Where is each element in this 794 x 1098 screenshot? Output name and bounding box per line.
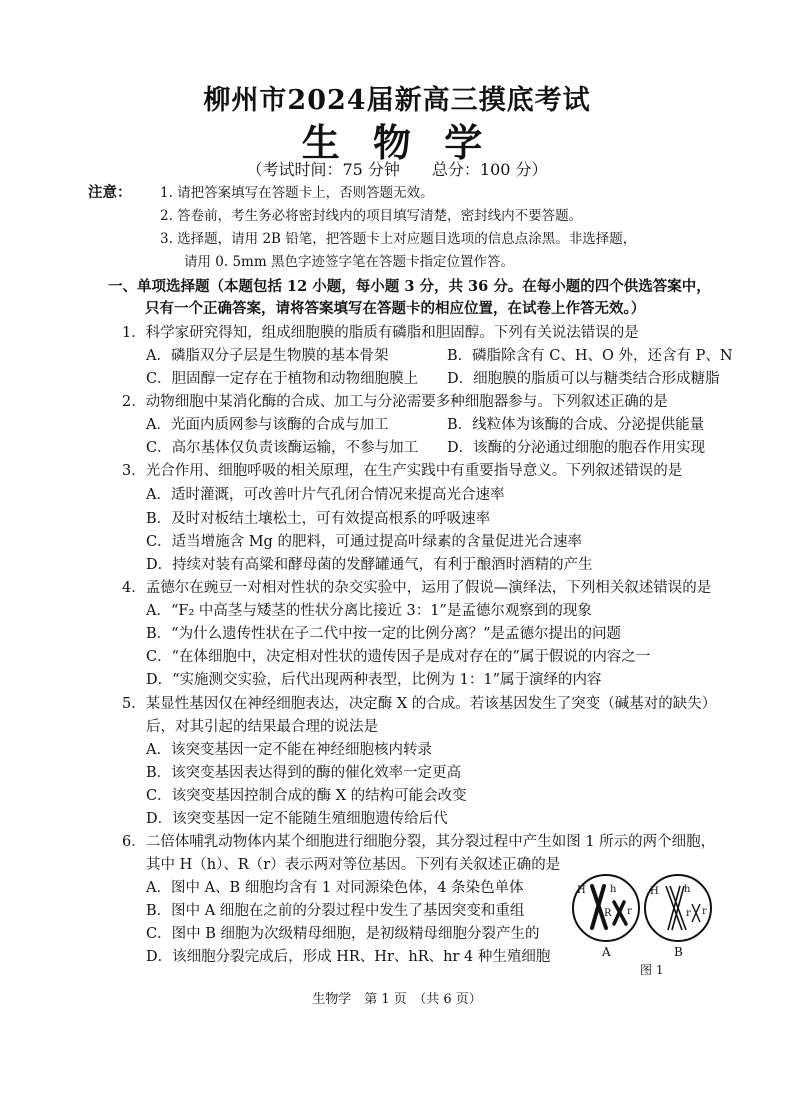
note-item: 请用 0. 5mm 黑色字迹签字笔在答题卡指定位置作答。 [184,254,514,270]
question-stem: 4．孟德尔在豌豆一对相对性状的杂交实验中，运用了假说—演绎法，下列相关叙述错误的是 [122,580,712,596]
gene-label: r [686,908,691,919]
gene-label: h [610,884,617,895]
cell-b-label: B [674,945,683,959]
option: A．光面内质网参与该酶的合成与加工 [146,417,389,433]
figure-1 [566,868,716,978]
option: D．“实施测交实验，后代出现两种表型，比例为 1：1”属于演绎的内容 [146,672,602,688]
exam-title: 柳州市2024届新高三摸底考试 [203,85,591,116]
question-stem: 3．光合作用、细胞呼吸的相关原理，在生产实践中有重要指导意义。下列叙述错误的是 [122,463,683,479]
option: B．线粒体为该酶的合成、分泌提供能量 [447,417,705,433]
question-stem: 5．某显性基因仅在神经细胞表达，决定酶 X 的合成。若该基因发生了突变（碱基对的缺失） [122,696,717,712]
option: C．高尔基体仅负责该酶运输，不参与加工 [146,440,419,456]
gene-label: H [577,885,586,896]
note-item: 2. 答卷前，考生务必将密封线内的项目填写清楚，密封线内不要答题。 [160,208,583,224]
option: C．适当增施含 Mg 的肥料，可通过提高叶绿素的含量促进光合速率 [146,534,582,550]
cell-a [573,875,639,941]
exam-info: （考试时间：75 分钟 总分：100 分） [246,160,548,179]
option: D．细胞膜的脂质可以与糖类结合形成糖脂 [447,371,720,387]
gene-label: R [604,908,612,919]
option: D．该细胞分裂完成后，形成 HR、Hr、hR、hr 4 种生殖细胞 [146,949,551,965]
figure-caption: 图 1 [640,963,664,977]
question-stem-cont: 其中 H（h）、R（r）表示两对等位基因。下列有关叙述正确的是 [146,857,561,873]
option: C．图中 B 细胞为次级精母细胞，是初级精母细胞分裂产生的 [146,926,540,942]
gene-label: H [650,886,659,897]
subject-title: 生 物 学 [301,120,493,165]
question-stem: 2．动物细胞中某消化酶的合成、加工与分泌需要多种细胞器参与。下列叙述正确的是 [122,394,668,410]
page-footer: 生物学 第 1 页 （共 6 页） [312,992,482,1007]
option: C．胆固醇一定存在于植物和动物细胞膜上 [146,371,419,387]
question-stem: 6．二倍体哺乳动物体内某个细胞进行细胞分裂，其分裂过程中产生如图 1 所示的两个细胞， [122,834,716,850]
cell-a-label: A [602,945,611,959]
option: C．“在体细胞中，决定相对性状的遗传因子是成对存在的”属于假说的内容之一 [146,649,651,665]
note-item: 1. 请把答案填写在答题卡上，否则答题无效。 [160,185,434,201]
gene-label: r [627,906,632,917]
cell-b [645,875,711,941]
option: A．“F₂ 中高茎与矮茎的性状分离比接近 3：1”是孟德尔观察到的现象 [146,603,592,619]
option: C．该突变基因控制合成的酶 X 的结构可能会改变 [146,788,467,804]
option: A．磷脂双分子层是生物膜的基本骨架 [146,348,389,364]
option: A．该突变基因一定不能在神经细胞核内转录 [146,742,432,758]
option: D．该酶的分泌通过细胞的胞吞作用实现 [447,440,706,456]
gene-label: r [702,906,707,917]
option: B．“为什么遗传性状在子二代中按一定的比例分离？”是孟德尔提出的问题 [146,626,621,642]
option: A．图中 A、B 细胞均含有 1 对同源染色体，4 条染色单体 [146,880,524,896]
option: D．持续对装有高粱和酵母菌的发酵罐通气，有利于酿酒时酒精的产生 [146,557,593,573]
notes-label: 注意： [88,184,132,201]
question-stem-cont: 后，对其引起的结果最合理的说法是 [146,719,378,735]
gene-label: h [684,884,691,895]
option: B．及时对板结土壤松土，可有效提高根系的呼吸速率 [146,511,491,527]
option: B．磷脂除含有 C、H、O 外，还含有 P、N [447,348,733,364]
section-heading-cont: 只有一个正确答案，请将答案填写在答题卡的相应位置，在试卷上作答无效。） [145,300,646,317]
question-stem: 1．科学家研究得知，组成细胞膜的脂质有磷脂和胆固醇。下列有关说法错误的是 [122,325,639,341]
option: B．图中 A 细胞在之前的分裂过程中发生了基因突变和重组 [146,903,525,919]
note-item: 3. 选择题，请用 2B 铅笔，把答题卡上对应题目选项的信息点涂黑。非选择题， [160,231,637,247]
section-heading: 一、单项选择题（本题包括 12 小题，每小题 3 分，共 36 分。在每小题的四个供选答案中， [108,278,711,295]
option: B．该突变基因表达得到的酶的催化效率一定更高 [146,765,462,781]
option: A．适时灌溉，可改善叶片气孔闭合情况来提高光合速率 [146,487,505,503]
option: D．该突变基因一定不能随生殖细胞遗传给后代 [146,811,448,827]
